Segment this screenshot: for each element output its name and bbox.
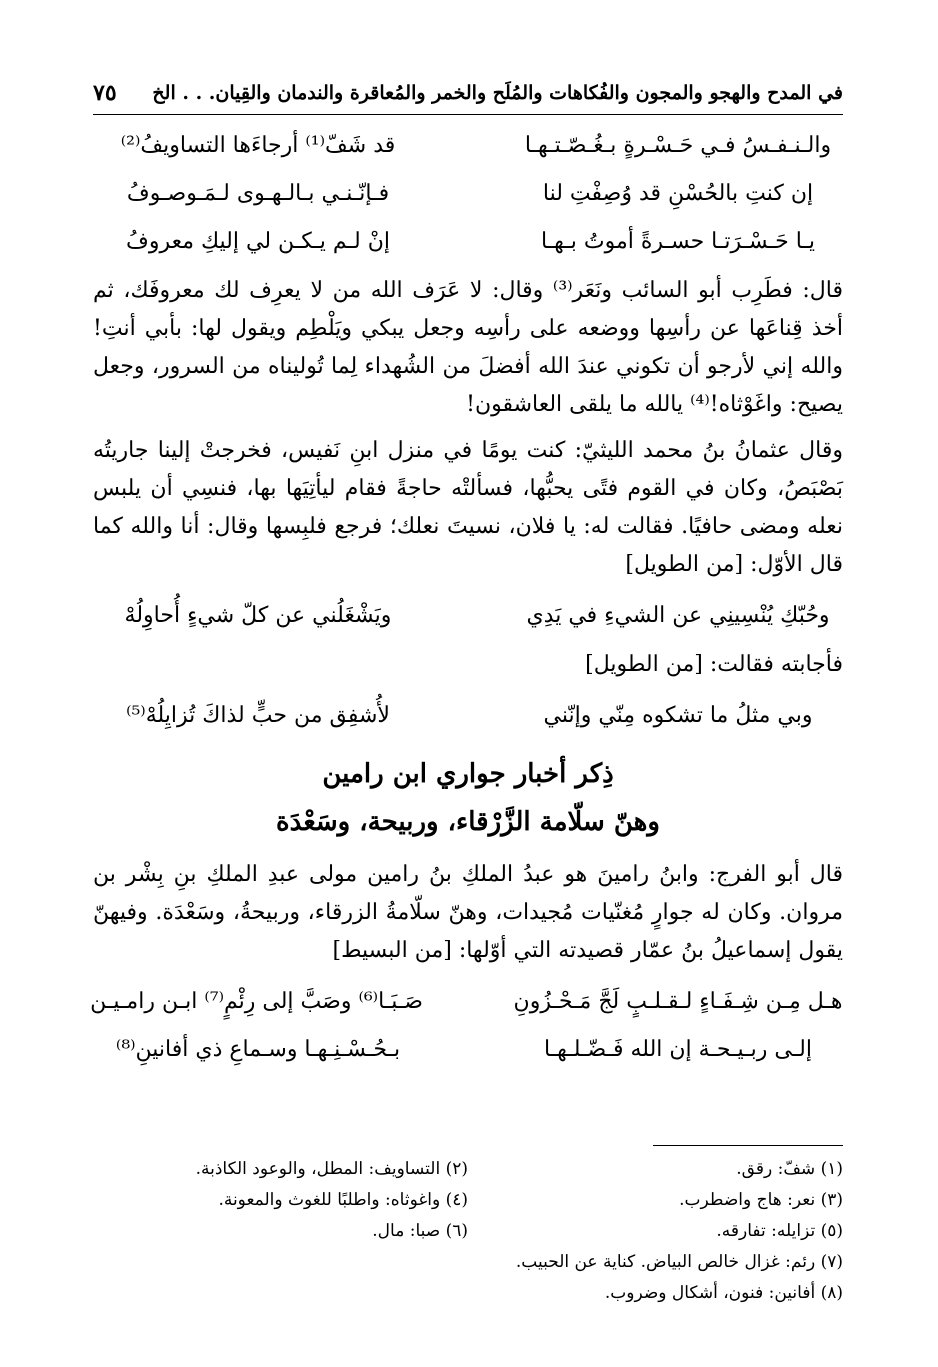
footnote-4: (٤) واغوثاه: واطلبًا للغوث والمعونة. [218,1190,468,1210]
verse-first-hemistich: والـنـفـسُ فـي حَـسْـرةٍ بـغُـصّـتـهـا [524,133,832,158]
footnote-5: (٥) تزايله: تفارقه. [716,1221,843,1241]
verse-second-hemistich: فـإنّـنـي بـالـهـوى لـمَـوصـوفُ [126,181,390,206]
verse-line [93,170,843,218]
footnote-6: (٦) صبا: مال. [372,1221,468,1241]
footnote-row [93,1247,843,1278]
section-heading-line-2: وهنّ سلّامة الزَّرْقاء، وربيحة، وسَعْدَة [276,807,660,837]
footnote-1: (١) شفّ: رقق. [736,1159,843,1179]
footnote-divider [653,1145,843,1146]
verse-first-hemistich: هـل مِـن شِـفَـاءٍ لـقـلـبٍ لَجَّ مَـحْـزُونِ [513,989,843,1014]
verse-line [93,592,843,640]
verse-block-4 [90,978,843,1074]
page-body [90,122,843,1074]
section-heading [93,750,843,846]
prose-paragraph: فأجابته فقالت: [من الطويل] [585,652,843,677]
verse-first-hemistich: يـا حَـسْـرَتـا حسـرةً أموتُ بـهـا [541,229,815,254]
footnote-row [93,1278,843,1309]
verse-first-hemistich: إن كنتِ بالحُسْنِ قد وُصِفْتِ لنا [542,181,814,206]
prose-paragraph: وقال عثمانُ بنُ محمد الليثيّ: كنت يومًا في منزل ابنِ نَفيس، فخرجتْ إلينا جاريتُه بَصْبَصُ، وكان في القوم فتًى يحبُّها، فسألتْه حاجةً فقام ليأتِيَها بها، فنسِي أن يلبس نعله ومضى حافيًا. فقالت له: يا فلان، نسيتَ نعلك؛ فرجع فلبِسها وقال: أنا والله كما قال الأوّل: [من الطويل] [93,438,843,577]
verse-second-hemistich: ويَشْغَلُني عن كلّ شيءٍ أُحاوِلُهْ [124,603,392,628]
footnote-row [93,1216,843,1247]
verse-line [93,218,843,266]
verse-second-hemistich: قد شَفّ⁽¹⁾ أرجاءَها التساويفُ⁽²⁾ [120,133,396,158]
prose-paragraph: قال: فطَرِب أبو السائب ونَعَر⁽³⁾ وقال: لا عَرَف الله من لا يعرِف لك معروفَك، ثم أخذ قِناعَها عن رأسِها ووضعه على رأسِه وجعل يبكي ويَلْطِم ويقول لها: بأبي أنتِ! والله إني لأرجو أن تكوني عندَ الله أفضلَ من الشُهداء لِما تُوليناه من السرور، وجعل يصيح: واغَوْثاه!⁽⁴⁾ يالله ما يلقى العاشقون! [93,278,843,417]
verse-block-1 [93,122,843,266]
prose-paragraph: قال أبو الفرج: وابنُ رامينَ هو عبدُ الملكِ بنُ رامين مولى عبدِ الملكِ بنِ بِشْر بن مروان. وكان له جوارٍ مُغنّيات مُجيدات، وهنّ سلّامةُ الزرقاء، وربيحةُ، وسَعْدَة. وفيهنّ يقول إسماعيلُ بنُ عمّار قصيدته التي أوّلها: [من البسيط] [93,862,843,963]
page-header [93,72,843,115]
footnote-7: (٧) رئم: غزال خالص البياض. كناية عن الحبيب. [515,1252,843,1272]
verse-line [90,978,843,1026]
verse-first-hemistich: وبي مثلُ ما تشكوه مِنّي وإنّني [543,703,813,728]
footnote-row [93,1154,843,1185]
verse-second-hemistich: صَـبَـا⁽⁶⁾ وصَبَّ إلى رِئْمٍ⁽⁷⁾ ابـن رامـيـن [90,989,423,1014]
verse-second-hemistich: بـحُـسْـنِـهـا وسـماعِ ذي أفانينِ⁽⁸⁾ [115,1037,401,1062]
footnote-8: (٨) أفانين: فنون، أشكال وضروب. [604,1283,843,1303]
footnotes [93,1154,843,1309]
running-title: في المدح والهجو والمجون والفُكاهات والمُلَح والخمر والمُعاقرة والندمان والقِيان. . . الخ [152,82,843,104]
footnote-3: (٣) نعر: هاج واضطرب. [679,1190,843,1210]
page-number: ٧٥ [93,80,117,106]
verse-line [93,122,843,170]
verse-line [93,1026,843,1074]
footnote-row [93,1185,843,1216]
section-heading-line-1: ذِكر أخبار جواري ابن رامين [322,759,614,789]
verse-first-hemistich: وحُبّكِ يُنْسِينِي عن الشيءِ في يَدِي [526,603,830,628]
verse-second-hemistich: إنْ لـم يـكـن لي إليكِ معروفُ [126,229,390,254]
verse-first-hemistich: إلـى ربـيـحـة إن الله فَـضّـلـهـا [544,1037,812,1062]
verse-line [93,692,843,740]
footnote-2: (٢) التساويف: المطل، والوعود الكاذبة. [195,1159,468,1179]
verse-second-hemistich: لأُشفِق من حبٍّ لذاكَ تُزايِلُهْ⁽⁵⁾ [126,703,390,728]
